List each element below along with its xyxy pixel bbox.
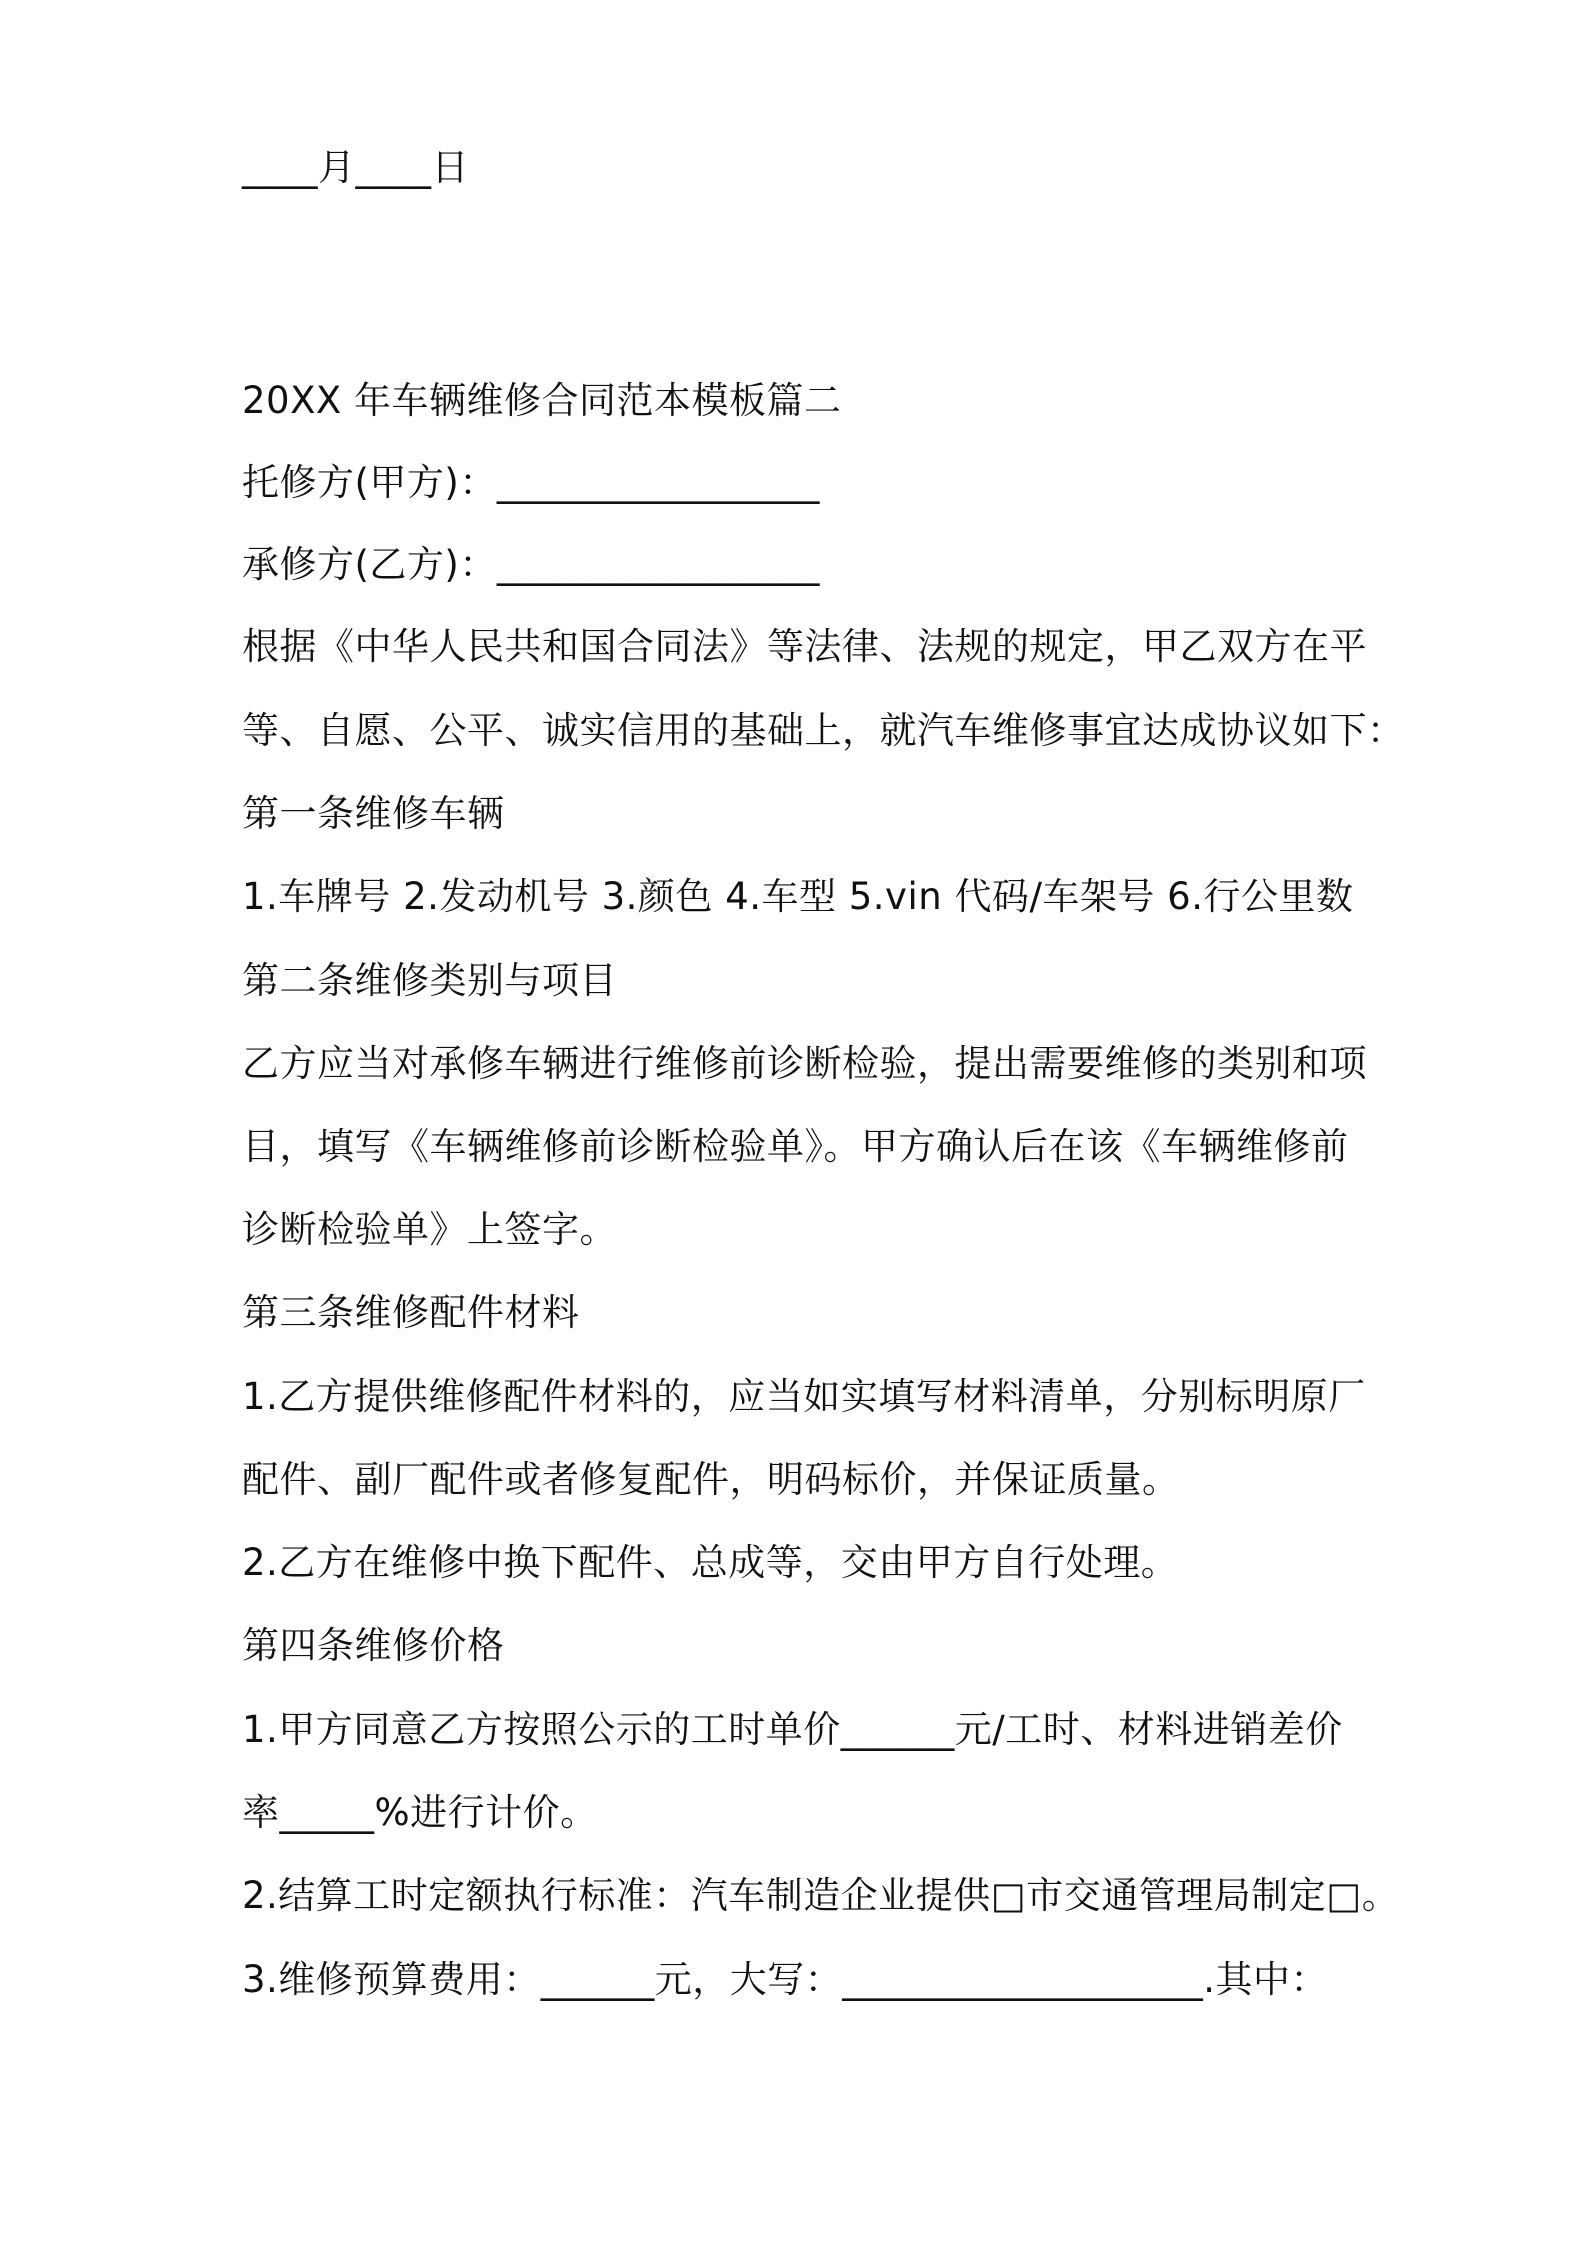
article-4-heading: 第四条维修价格: [242, 1624, 505, 1667]
article-4-item-1-line-1: 1.甲方同意乙方按照公示的工时单价______元/工时、材料进销差价: [242, 1708, 1343, 1751]
article-2-paragraph-line-3: 诊断检验单》上签字。: [242, 1208, 617, 1251]
article-3-item-1-line-2: 配件、副厂配件或者修复配件，明码标价，并保证质量。: [242, 1458, 1180, 1501]
article-2-paragraph-line-2: 目，填写《车辆维修前诊断检验单》。甲方确认后在该《车辆维修前: [242, 1125, 1349, 1168]
document-title: 20XX 年车辆维修合同范本模板篇二: [242, 379, 842, 422]
intro-paragraph-line-1: 根据《中华人民共和国合同法》等法律、法规的规定，甲乙双方在平: [242, 625, 1367, 668]
article-3-item-1-line-1: 1.乙方提供维修配件材料的，应当如实填写材料清单，分别标明原厂: [242, 1375, 1366, 1418]
party-b-line: 承修方(乙方)：_________________: [242, 543, 820, 586]
article-4-item-2: 2.结算工时定额执行标准：汽车制造企业提供□市交通管理局制定□。: [242, 1874, 1400, 1917]
article-1-heading: 第一条维修车辆: [242, 792, 505, 835]
date-line: ____月____日: [242, 146, 469, 189]
article-1-items: 1.车牌号 2.发动机号 3.颜色 4.车型 5.vin 代码/车架号 6.行公里数: [242, 875, 1354, 918]
intro-paragraph-line-2: 等、自愿、公平、诚实信用的基础上，就汽车维修事宜达成协议如下：: [242, 709, 1405, 752]
article-2-heading: 第二条维修类别与项目: [242, 959, 617, 1002]
party-a-line: 托修方(甲方)：_________________: [242, 461, 820, 504]
article-3-heading: 第三条维修配件材料: [242, 1291, 580, 1334]
article-3-item-2: 2.乙方在维修中换下配件、总成等，交由甲方自行处理。: [242, 1541, 1179, 1584]
article-4-item-3: 3.维修预算费用：______元，大写：___________________.其中：: [242, 1958, 1329, 2001]
article-4-item-1-line-2: 率_____%进行计价。: [242, 1791, 598, 1834]
article-2-paragraph-line-1: 乙方应当对承修车辆进行维修前诊断检验，提出需要维修的类别和项: [242, 1042, 1367, 1085]
